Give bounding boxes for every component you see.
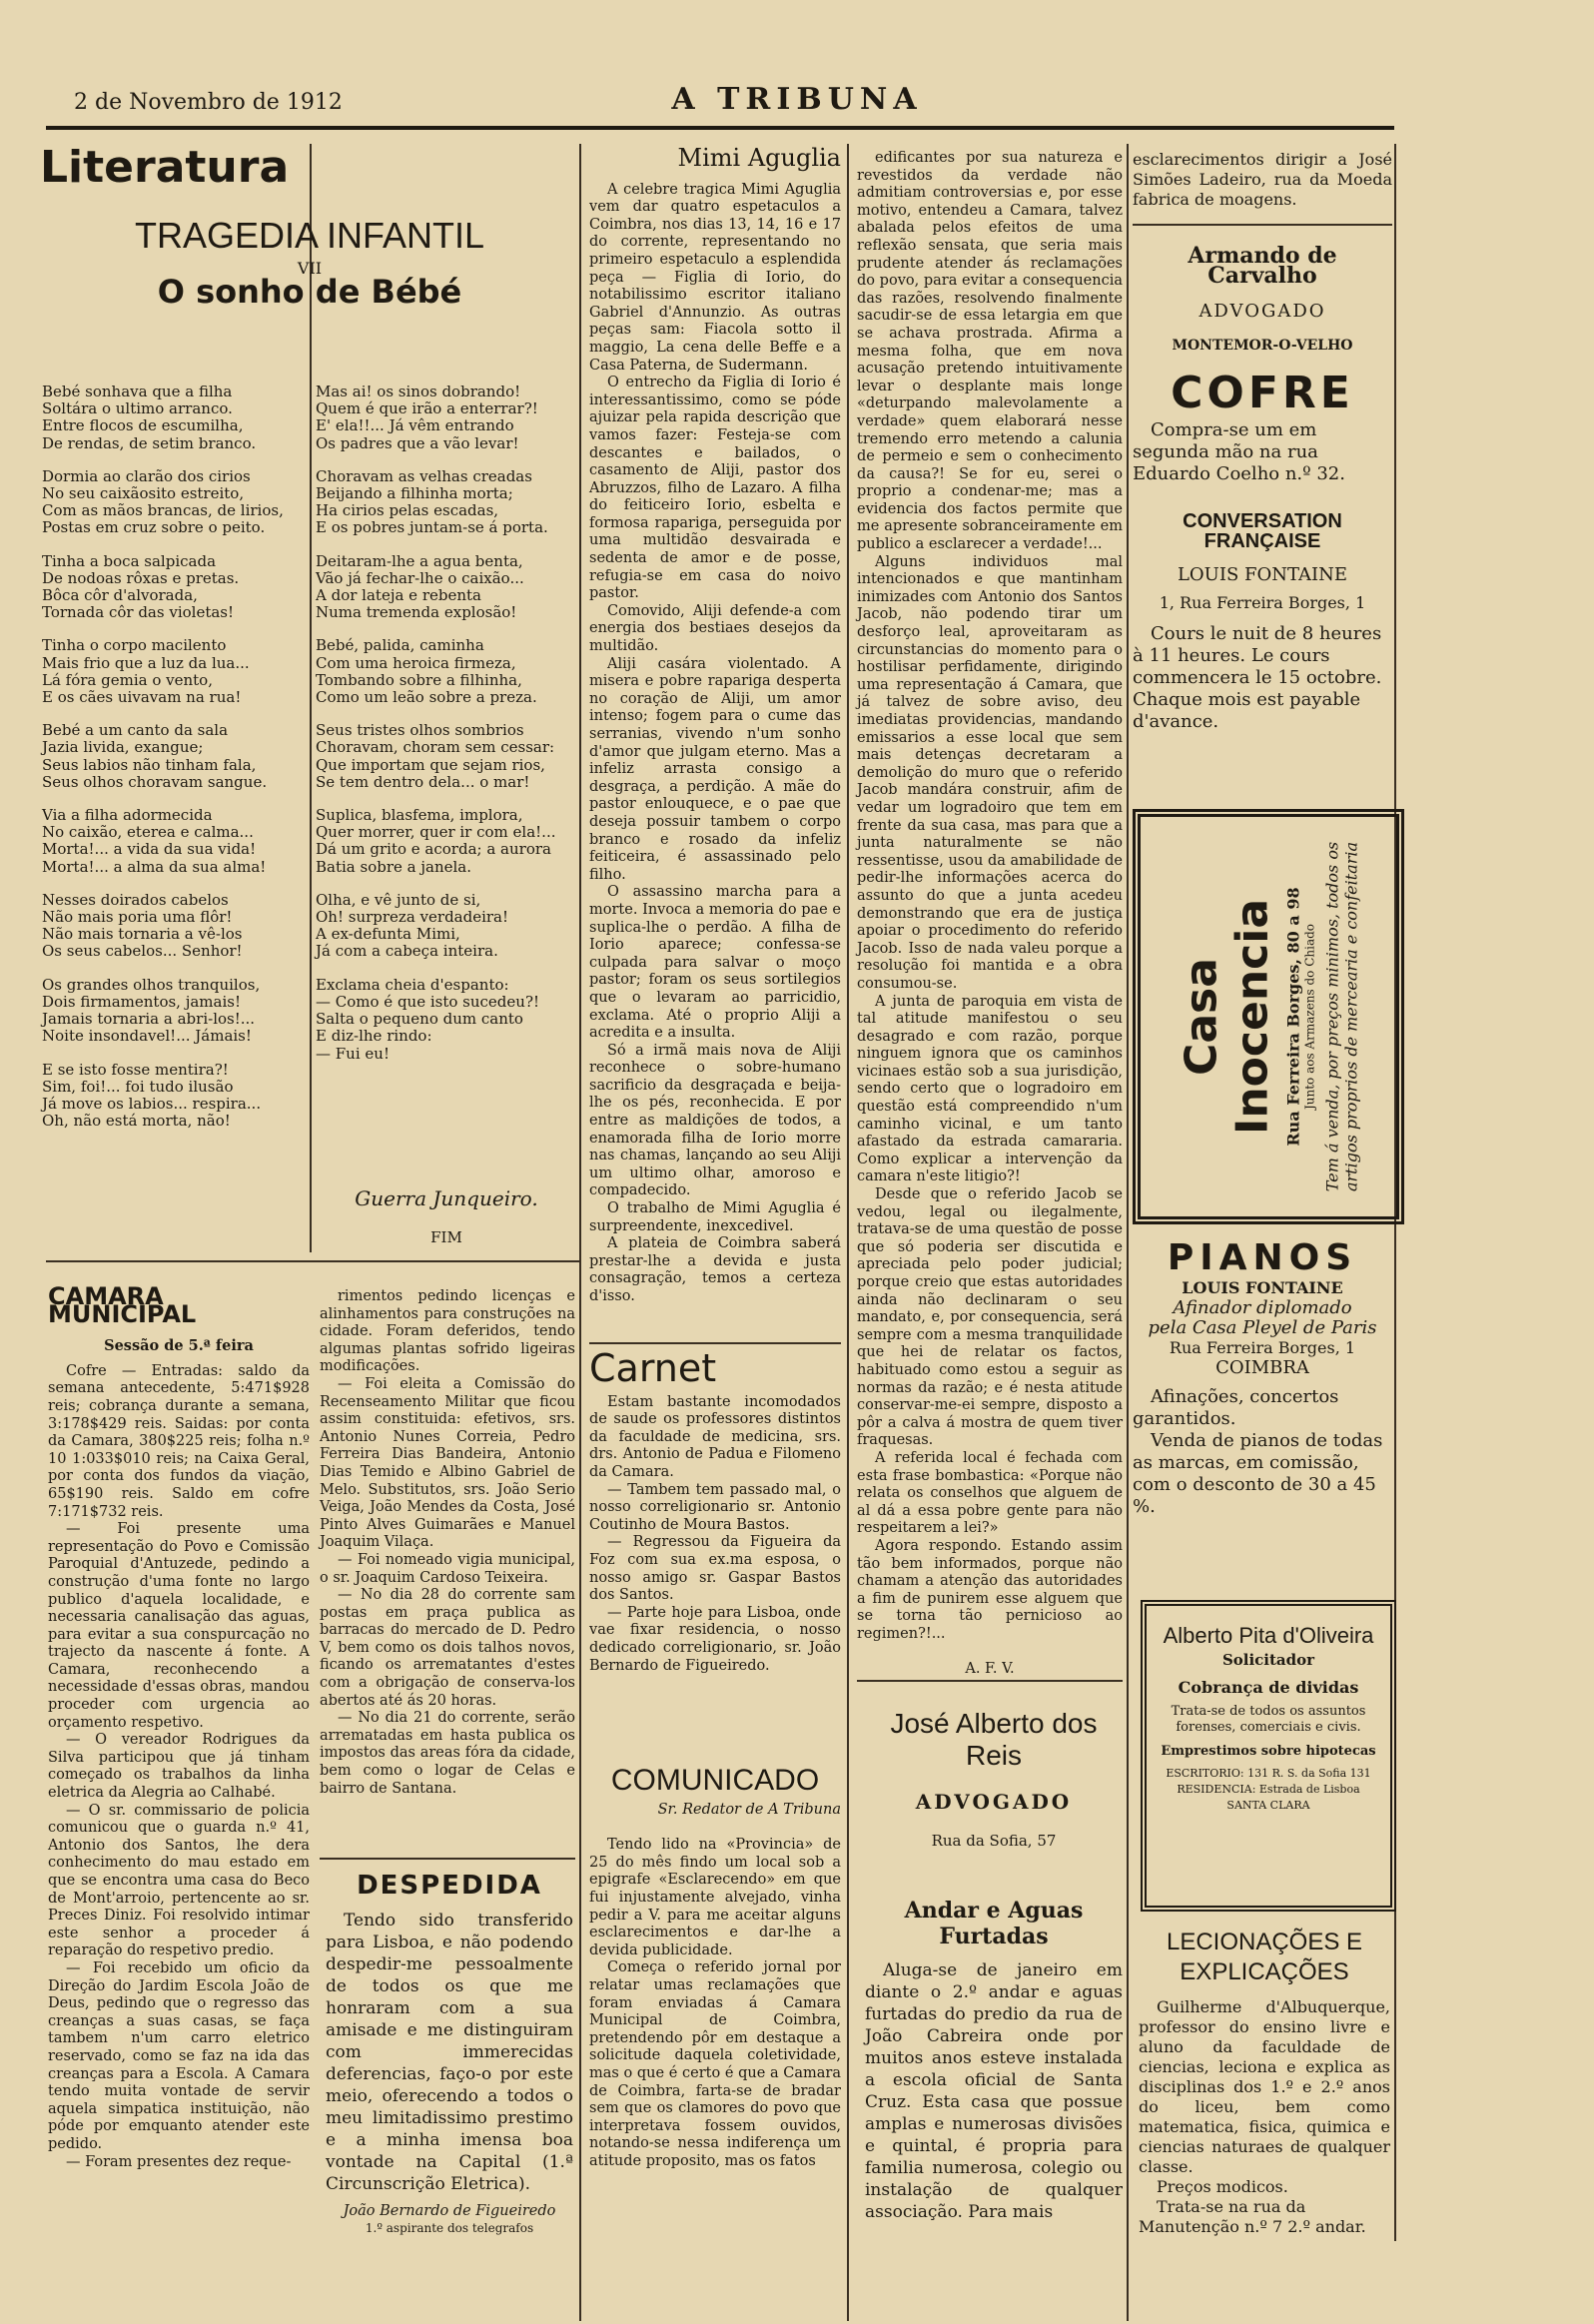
pianos-name: LOUIS FONTAINE xyxy=(1182,1278,1343,1297)
inocencia-note: Junto aos Armazens do Chiado xyxy=(1302,923,1317,1111)
pita-loans: Emprestimos sobre hipotecas xyxy=(1161,1744,1376,1759)
conversation-address: 1, Rua Ferreira Borges, 1 xyxy=(1159,593,1366,612)
comunicado-salutation: Sr. Redator de A Tribuna xyxy=(657,1801,841,1818)
pita-name: Alberto Pita d'Oliveira xyxy=(1163,1623,1374,1648)
paragraph: — Foi eleita a Comissão do Recenseamento Militar que ficou assim constituida: efetivos, srs. Antonio Nunes Correia, Pedro Ferreira Dias Bandeira, Antonio Dias Temido e Albino Gabriel de Melo. Substitutos, srs. João Serio Veiga, João Mendes da Costa, José Pinto Alves Guimarães e Manuel Joaquim Vilaça. xyxy=(320,1375,575,1551)
stanza: Tinha o corpo macilento Mais frio que a luz da lua... Lá fóra gemia o vento, E os cães uivavam na rua! xyxy=(42,636,250,707)
andar-text: Aluga-se de janeiro em diante o 2.º andar e aguas furtadas do predio da rua de João Cabreira onde por muitos anos esteve instalada a escola oficial de Santa Cruz. Esta casa que possue amplas e numerosas divisões e quintal, é propria para familia numerosa, colegio ou instalação de qualquer associação. Para mais xyxy=(865,1960,1123,2222)
pita-text: Trata-se de todos os assuntos forenses, comerciais e civis. xyxy=(1171,1704,1366,1735)
advocate-role: ADVOGADO xyxy=(915,1790,1073,1814)
pianos-city: COIMBRA xyxy=(1215,1357,1309,1378)
page-header xyxy=(0,0,1594,160)
licoes-ad xyxy=(1139,1928,1390,2237)
paragraph: Cofre — Entradas: saldo da semana antecedente, 5:471$928 reis; cobrança durante a semana, 3:178$429 reis. Saidas: por conta da Camara, 380$225 reis; folha n.º 10 1:033$010 reis; na Caixa Geral, por conta dos fundos da viação, 65$190 reis. Saldo em cofre 7:171$732 reis. xyxy=(48,1362,310,1520)
comunicado-section xyxy=(589,1764,841,2321)
camara-continuation xyxy=(320,1288,575,1868)
andar-title: Andar e Aguas Furtadas xyxy=(904,1898,1084,1949)
camara-body xyxy=(48,1363,310,2171)
carnet-title: Carnet xyxy=(589,1346,717,1390)
ads-column xyxy=(1133,150,1392,733)
poem-series-title: TRAGEDIA INFANTIL xyxy=(134,215,485,256)
issue-date: 2 de Novembro de 1912 xyxy=(74,90,343,115)
inocencia-ad xyxy=(1133,809,1404,1224)
camara-continuation-body xyxy=(320,1288,575,1798)
paragraph: — O sr. commissario de policia comunicou que o guarda n.º 41, Antonio dos Santos, lhe dera conhecimento do mau estado em que se encontra uma casa do Beco de Mont'arroio, pertencente ao sr. Preces Diniz. Foi resolvido intimar este senhor a proceder á reparação do respetivo predio. xyxy=(48,1802,310,1959)
paragraph: — No dia 28 do corrente sam postas em praça publica as barracas do mercado de D. Pedro V, bem como os dois talhos novos, ficando os arrematantes d'estes com a obrigação de conserva-los abertos até ás 20 horas. xyxy=(320,1587,575,1709)
comunicado-body xyxy=(589,1837,841,2170)
paragraph: O entrecho da Figlia di Iorio é interessantissimo, como se póde ajuizar pela rapida descrição que vamos fazer: Festeja-se com descantes e bailados, o casamento de Aliji, pastor dos Abruzzos, filho de Lazaro. A filha do feiticeiro Iorio, esbelta e formosa rapariga, perseguida por uma multidão desvairada e sedenta de amor e de posse, refugia-se em casa do noivo pastor. xyxy=(589,375,841,602)
stanza: Os grandes olhos tranquilos, Dois firmamentos, jamais! Jamais tornaria a abri-los!... Noite insondavel!... Jámais! xyxy=(42,975,261,1046)
despedida-text: Tendo sido transferido para Lisboa, e não podendo despedir-me pessoalmente de todos os que me honraram com a sua amisade e me distinguiram com immerecidas deferencias, faço-o por este meio, oferecendo a todos o meu limitadissimo prestimo e a minha imensa boa vontade na Capital (1.ª Circunscrição Eletrica). xyxy=(326,1910,573,2194)
camara-session: Sessão de 5.ª feira xyxy=(104,1337,254,1355)
cofre-title: COFRE xyxy=(1171,368,1354,418)
comunicado-continuation xyxy=(857,150,1123,1678)
stanza: Olha, e vê junto de si, Oh! surpreza verdadeira! A ex-defunta Mimi, Já com a cabeça inteira. xyxy=(316,890,509,961)
stanza: Bebé, palida, caminha Com uma heroica firmeza, Tombando sobre a filhinha, Como um leão sobre a preza. xyxy=(316,636,537,707)
mimi-article xyxy=(589,144,841,1308)
paragraph: — Parte hoje para Lisboa, onde vae fixar residencia, o nosso dedicado correligionario, sr. João Bernardo de Figueiredo. xyxy=(589,1604,841,1674)
paragraph: A plateia de Coimbra saberá prestar-lhe a devida e justa consagração, temos a certeza d'isso. xyxy=(589,1235,841,1304)
paragraph: — Regressou da Figueira da Foz com sua ex.ma esposa, o nosso amigo sr. Gaspar Bastos dos Santos. xyxy=(589,1534,841,1604)
paragraph: O trabalho de Mimi Aguglia é surpreendente, inexcedivel. xyxy=(589,1200,841,1234)
pita-place: SANTA CLARA xyxy=(1226,1799,1310,1812)
inocencia-name: Casa Inocencia xyxy=(1176,898,1278,1136)
paragraph: O assassino marcha para a morte. Invoca a memoria do pae e suplica-lhe o perdão. A filha de Iorio aparece; confessa-se culpada para salvar o moço pastor; foram os seus sortilegios que o levaram ao parricidio, exclama. Até o proprio Aliji a acredita e a insulta. xyxy=(589,884,841,1042)
paragraph: A referida local é fechada com esta frase bombastica: «Porque não relata os conselhos que alguem de al dá a essa pobre gente para não respeitarem a lei?» xyxy=(857,1449,1123,1537)
paragraph: Começa o referido jornal por relatar umas reclamações que foram enviadas á Camara Municipal de Coimbra, pretendendo pôr em destaque a solicitude daquela coletividade, mas o que é certo é que a Camara de Coimbra, farta-se de bradar sem que os clamores do povo que interpretava fossem ouvidos, notando-se nessa indiferença um atitude proposito, mas os fatos xyxy=(589,1959,841,2169)
stanza: Via a filha adormecida No caixão, eterea e calma... Morta!... a vida da sua vida! Morta!... a alma da sua alma! xyxy=(42,806,267,876)
paragraph: Só a irmã mais nova de Aliji reconhece o sobre-humano sacrificio da desgraçada e beija-lhe os pés, reconhecida. E por entre as maldições de todos, a enamorada filha de Iorio morre nas chamas, lançando ao seu Aliji um ultimo olhar, amoroso e compadecido. xyxy=(589,1042,841,1199)
ad-divider xyxy=(1133,224,1392,226)
masthead-title: A TRIBUNA xyxy=(671,82,923,117)
paragraph: Alguns individuos mal intencionados e que mantinham inimizades com Antonio dos Santos Jacob, não podendo tirar um desforço leal, aproveitaram as circunstancias do momento para o hostilisar perfidamente, dirigindo uma representação á Camara, que já talvez de sobre aviso, deu imediatas providencias, mandando emissarios a esse local que sem mais detenças decretaram a demolição do muro que o referido Jacob mandára construir, afim de vedar um logradoiro que tem em frente da sua casa, mas para que a junta naturalmente se não ressentisse, usou da amabilidade de pedir-lhe informações acerca do assunto do que a junta acedeu demonstrando que era de justiça apoiar o procedimento do referido Jacob. Isso de nada valeu porque a resolução foi mantida e a obra consumou-se. xyxy=(857,553,1123,992)
column-rule xyxy=(847,144,849,2321)
stanza: Choravam as velhas creadas Beijando a filhinha morta; Ha cirios pelas escadas, E os pobres juntam-se á porta. xyxy=(316,466,548,537)
stanza: Dormia ao clarão dos cirios No seu caixãosito estreito, Com as mãos brancas, de lirios, Postas em cruz sobre o peito. xyxy=(42,466,284,537)
stanza: Suplica, blasfema, implora, Quer morrer, quer ir com ela!... Dá um grito e acorda; a aurora Batia sobre a janela. xyxy=(316,806,556,876)
section-title: Literatura xyxy=(40,142,290,193)
paragraph: — Foi presente uma representação do Povo e Comissão Paroquial d'Antuzede, pedindo a construção d'uma fonte no largo publico d'aquela localidade, e necessaria canalisação das aguas, para evitar a sua conspurcação no trajecto da nascente á fonte. A Camara, reconhecendo a necessidade d'essas obras, mandou proceder com urgencia ao orçamento respetivo. xyxy=(48,1521,310,1731)
paragraph: edificantes por sua natureza e revestidos da verdade não admitiam controversias e, por esse motivo, entendeu a Camara, talvez abalada pelos efeitos de uma reflexão sensata, que seria mais prudente atender ás reclamações do povo, para evitar a consequencia das razões, resolvendo finalmente sacudir-se de essa letargia em que se achava prostrada. Afirma a mesma folha, que em nova acusação pretendo intuitivamente levar o desplante mais longe «deturpando malevolamente a verdade» quem elaborará nesse tremendo erro metendo a calunia de permeio e sem o conhecimento da causa?! Se for eu, serei o proprio a condenar-me; mas a evidencia dos factos permite que me apresente sobranceiramente em publico a esclarecer a verdade!... xyxy=(857,150,1123,553)
section-divider xyxy=(320,1858,575,1860)
advocate-address: Rua da Sofia, 57 xyxy=(931,1832,1057,1850)
stanza: Tinha a boca salpicada De nodoas rôxas e pretas. Bôca côr d'alvorada, Tornada côr das violetas! xyxy=(42,551,240,622)
licoes-address: Trata-se na rua da Manutenção n.º 7 2.º andar. xyxy=(1139,2197,1366,2236)
article-title: Mimi Aguglia xyxy=(677,144,841,172)
carvalho-ad xyxy=(1133,243,1392,356)
pianos-text2: Venda de pianos de todas as marcas, em comissão, com o desconto de 30 a 45 %. xyxy=(1133,1430,1383,1517)
poem-signature: Guerra Junqueiro. xyxy=(355,1186,538,1210)
paragraph: Estam bastante incomodados de saude os professores distintos da faculdade de medicina, srs. drs. Antonio de Padua e Filomeno da Camara. xyxy=(589,1393,841,1480)
andar-ad xyxy=(865,1898,1123,2223)
pita-ad xyxy=(1141,1600,1396,1912)
header-rule xyxy=(46,126,1394,130)
column-rule xyxy=(579,144,581,2321)
stanza: Mas ai! os sinos dobrando! Quem é que irão a enterrar?! E' ela!!... Já vêm entrando Os padres que a vão levar! xyxy=(316,383,538,452)
pita-office: ESCRITORIO: 131 R. S. da Sofia 131 xyxy=(1166,1767,1371,1780)
conversation-text: Cours le nuit de 8 heures à 11 heures. Le cours commencera le 15 octobre. Chaque mois est payable d'avance. xyxy=(1133,623,1382,732)
paragraph: A junta de paroquia em vista de tal atitude manifestou o seu desagrado e com razão, porque ninguem ignora que os caminhos vicinaes estão sob a sua jurisdição, sendo certo que o logradoiro em questão está compreendido n'um caminho vicinal, e um tanto afastado da estrada camararia. Como explicar a intervenção da camara n'este litigio?! xyxy=(857,993,1123,1185)
paragraph: A celebre tragica Mimi Aguglia vem dar quatro espetaculos a Coimbra, nos dias 13, 14, 16 e 17 do corrente, representando no primeiro espetaculo a esplendida peça — Figlia di Iorio, do notabilissimo escritor italiano Gabriel d'Annunzio. As outras peças sam: Fiacola sotto il maggio, La cena delle Beffe e a Casa Paterna, de Sudermann. xyxy=(589,181,841,374)
paragraph: — O vereador Rodrigues da Silva participou que já tinham começado os trabalhos da linha eletrica da Alegria ao Calhabé. xyxy=(48,1732,310,1802)
paragraph: — Foi recebido um oficio da Direção do Jardim Escola João de Deus, pedindo que o regresso das creanças a suas casas, se faça tambem n'um carro eletrico reservado, como se faz na ida das creanças para a Escola. A Camara tendo muita vontade de servir aquela simpatica instituição, não póde por emquanto atender este pedido. xyxy=(48,1959,310,2152)
poem-title: O sonho de Bébé xyxy=(157,272,462,311)
article-signature: A. F. V. xyxy=(965,1661,1015,1678)
section-divider xyxy=(857,1680,1123,1682)
carvalho-name: Armando de Carvalho xyxy=(1188,243,1337,289)
inocencia-address: Rua Ferreira Borges, 80 a 98 xyxy=(1283,887,1303,1147)
poem-left-column xyxy=(42,384,304,1146)
conversation-title: CONVERSATION FRANÇAISE xyxy=(1183,510,1342,552)
paragraph: — Foram presentes dez reque- xyxy=(66,2153,292,2170)
carnet-body xyxy=(589,1394,841,1676)
pianos-text1: Afinações, concertos garantidos. xyxy=(1133,1386,1339,1429)
pianos-title: PIANOS xyxy=(1167,1237,1358,1278)
pianos-ad xyxy=(1133,1237,1392,1518)
pianos-house: pela Casa Pleyel de Paris xyxy=(1148,1317,1377,1338)
pita-residence: RESIDENCIA: Estrada de Lisboa xyxy=(1177,1783,1360,1796)
paragraph: Desde que o referido Jacob se vedou, legal ou ilegalmente, tratava-se de uma questão de posse que só poderia ser discutida e apreciada pelo poder judicial; porque creio que estas autoridades ainda não declinaram o seu mandato, e, por consequencia, será sempre com a mesma tranquilidade que hei de relatar os factos, habituado como estou a seguir as normas da razão; e é nesta atitude conservar-me-ei sempre, disposto a pôr a calva á mostra de quem tiver fraquesas. xyxy=(857,1186,1123,1449)
paragraph: Aliji casára violentado. A misera e pobre rapariga desperta no coração de Aliji, um amor intenso; fogem para o cume das serranias, vivendo n'um sonho d'amor que julgam eterno. Mas a infeliz arrasta consigo a desgraça, a perdição. A mãe do pastor enlouquece, e o pae que deseja possuir tambem o corpo branco e rosado da infeliz feiticeira, é assassinado pelo filho. xyxy=(589,655,841,883)
section-divider xyxy=(46,1260,579,1262)
licoes-prices: Preços modicos. xyxy=(1157,2177,1288,2196)
cofre-text: Compra-se um em segunda mão na rua Eduardo Coelho n.º 32. xyxy=(1133,419,1345,484)
paragraph: — Tambem tem passado mal, o nosso correligionario sr. Antonio Coutinho de Moura Bastos. xyxy=(589,1481,841,1533)
paragraph: Comovido, Aliji defende-a com energia dos bestiaes desejos da multidão. xyxy=(589,602,841,655)
inocencia-rotated xyxy=(1177,837,1361,1196)
carvalho-role: ADVOGADO xyxy=(1198,301,1326,322)
poem-signature-block xyxy=(316,1176,577,1246)
despedida-title: DESPEDIDA xyxy=(357,1871,542,1901)
camara-title: CAMARA MUNICIPAL xyxy=(48,1282,197,1328)
licoes-title: LECIONAÇÕES E EXPLICAÇÕES xyxy=(1166,1929,1363,1985)
pita-role: Solicitador xyxy=(1221,1651,1315,1669)
conversation-name: LOUIS FONTAINE xyxy=(1177,564,1348,585)
stanza: Nesses doirados cabelos Não mais poria uma flôr! Não mais tornaria a vê-los Os seus cabelos... Senhor! xyxy=(42,890,243,961)
section-divider xyxy=(589,1342,841,1344)
paragraph: — Foi nomeado vigia municipal, o sr. Joaquim Cardoso Teixeira. xyxy=(320,1551,575,1586)
poem-end: FIM xyxy=(430,1228,462,1246)
paragraph: Agora respondo. Estando assim tão bem informados, porque não chamam a atenção das autoridades a fim de punirem esse alguem que se torna tão pernicioso ao regimen?!... xyxy=(857,1537,1123,1642)
despedida-signature: João Bernardo de Figueiredo xyxy=(343,2202,556,2219)
stanza: Bebé sonhava que a filha Soltára o ultimo arranco. Entre flocos de escumilha, De rendas, de setim branco. xyxy=(42,383,257,452)
column-rule xyxy=(1127,144,1129,2321)
stanza: Bebé a um canto da sala Jazia livida, exangue; Seus labios não tinham fala, Seus olhos choravam sangue. xyxy=(42,721,268,791)
paragraph: — No dia 21 do corrente, serão arrematadas em hasta publica os impostos das areas fóra da cidade, bem como o logar de Celas e bairro de Santana. xyxy=(320,1710,575,1797)
pianos-address: Rua Ferreira Borges, 1 xyxy=(1169,1338,1356,1357)
stanza: Seus tristes olhos sombrios Choravam, choram sem cessar: Que importam que sejam rios, Se tem dentro dela... o mar! xyxy=(316,721,555,791)
comunicado-title: COMUNICADO xyxy=(610,1764,820,1797)
paragraph: Tendo lido na «Provincia» de 25 do mês findo um local sob a epigrafe «Esclarecendo» em que fui injustamente alvejado, vinha pedir a V. para me aceitar alguns esclarecimentos e dar-lhe a devida publicidade. xyxy=(589,1837,841,1958)
stanza: Exclama cheia d'espanto: — Como é que isto sucedeu?! Salta o pequeno dum canto E diz-lhe rindo: — Fui eu! xyxy=(316,975,540,1063)
reis-ad xyxy=(879,1708,1109,1850)
advocate-name: José Alberto dos Reis xyxy=(890,1708,1098,1771)
stanza: Deitaram-lhe a agua benta, Vão já fechar-lhe o caixão... A dor lateja e rebenta Numa tremenda explosão! xyxy=(316,551,524,622)
camara-section xyxy=(48,1282,310,2323)
pita-sub: Cobrança de dividas xyxy=(1178,1678,1359,1697)
licoes-text: Guilherme d'Albuquerque, professor do ensino livre e aluno da faculdade de ciencias, leciona e explica as disciplinas dos 1.º e 2.º anos do liceu, bem como matematica, fisica, quimica e ciencias naturaes de qualquer classe. xyxy=(1139,1997,1390,2176)
poem-part: VII xyxy=(297,259,323,278)
poem-right-column xyxy=(316,384,577,1079)
carnet-section xyxy=(589,1346,841,1740)
paragraph: rimentos pedindo licenças e alinhamentos para construções na cidade. Foram deferidos, tendo algumas plantas sofrido ligeiras modificações. xyxy=(320,1288,575,1375)
continuation-body xyxy=(857,150,1123,1643)
despedida-role: 1.º aspirante dos telegrafos xyxy=(365,2221,534,2236)
contact-text: esclarecimentos dirigir a José Simões Ladeiro, rua da Moeda fabrica de moagens. xyxy=(1133,150,1392,209)
carvalho-place: MONTEMOR-O-VELHO xyxy=(1172,338,1353,354)
stanza: E se isto fosse mentira?! Sim, foi!... foi tudo ilusão Já move os labios... respira... Oh, não está morta, não! xyxy=(42,1060,262,1131)
inocencia-text: Tem á venda, por preços minimos, todos os artigos proprios de mercearia e confeitaria xyxy=(1322,841,1361,1192)
article-body xyxy=(589,182,841,1306)
despedida-section xyxy=(326,1871,573,2317)
pianos-role: Afinador diplomado xyxy=(1173,1297,1352,1318)
